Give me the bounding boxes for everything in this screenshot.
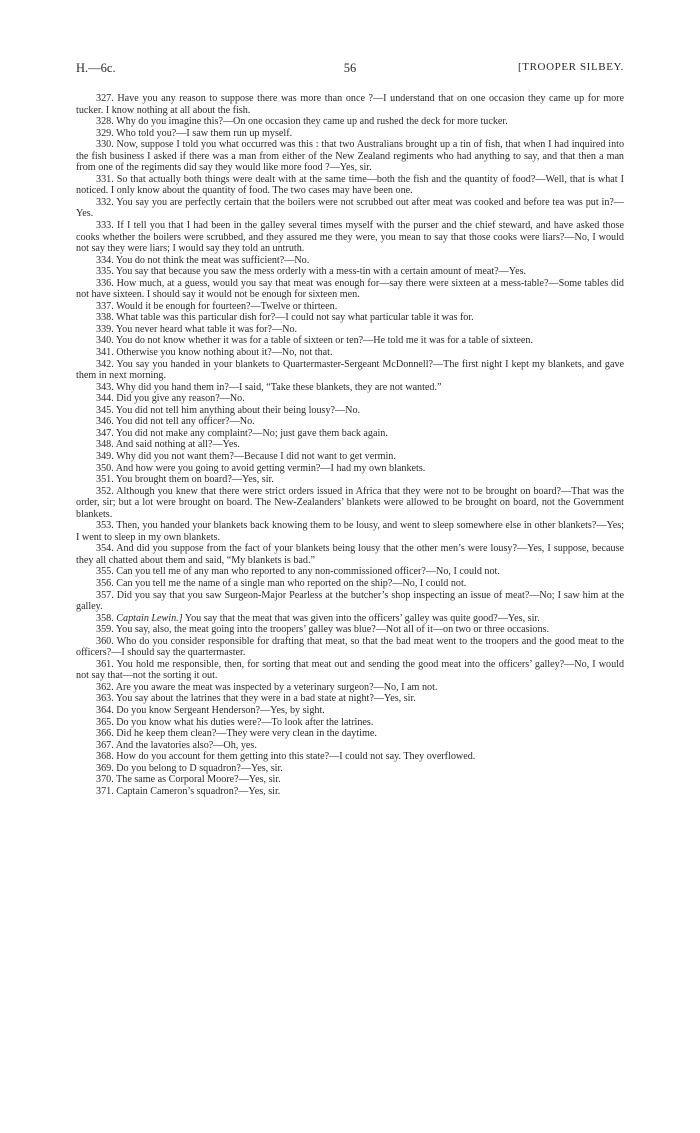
question-number: 366. — [96, 728, 114, 740]
question-number: 350. — [96, 462, 114, 474]
question-number: 331. — [96, 173, 114, 185]
question-number: 332. — [96, 196, 114, 208]
question-answer-text: You brought them on board?—Yes, sir. — [115, 474, 274, 486]
question-paragraph — [76, 278, 624, 301]
question-number: 358. — [96, 612, 114, 624]
question-number: 363. — [96, 693, 114, 705]
question-paragraph — [76, 393, 624, 405]
question-paragraph — [76, 774, 624, 786]
question-answer-text: You say that because you saw the mess orderly with a mess-tin with a certain amount of meat?—Yes. — [115, 266, 527, 278]
question-paragraph — [76, 382, 624, 394]
question-answer-text: You say you handed in your blankets to Quartermaster-Sergeant McDonnell?—The first night I kept my blankets, and gave them in next morning. — [76, 358, 625, 382]
question-number: 347. — [96, 427, 114, 439]
question-paragraph — [76, 659, 624, 682]
question-answer-text: Did he keep them clean?—They were very clean in the daytime. — [116, 728, 377, 740]
question-number: 369. — [96, 762, 114, 774]
question-answer-text: Did you give any reason?—No. — [116, 393, 245, 405]
question-answer-text: Can you tell me the name of a single man who reported on the ship?—No, I could not. — [116, 577, 467, 589]
question-answer-text: And the lavatories also?—Oh, yes. — [115, 739, 257, 751]
question-paragraph — [76, 128, 624, 140]
question-number: 353. — [96, 520, 114, 532]
question-answer-text: Now, suppose I told you what occurred was this : that two Australians brought up a tin of fish, that when I had inquired into the fish business I asked if there was a man from either of the New Zealand regiments who had anything to say, and that then a man from one of the regiments did say they would like more food ?—Yes, sir. — [76, 139, 625, 174]
question-paragraph — [76, 312, 624, 324]
question-paragraph — [76, 347, 624, 359]
question-paragraph — [76, 543, 624, 566]
question-number: 334. — [96, 254, 114, 266]
question-answer-text: And how were you going to avoid getting vermin?—I had my own blankets. — [115, 462, 426, 474]
question-number: 335. — [96, 266, 114, 278]
question-paragraph — [76, 705, 624, 717]
question-answer-text: Who told you?—I saw them run up myself. — [116, 127, 293, 139]
question-number: 354. — [96, 543, 114, 555]
question-number: 338. — [96, 312, 114, 324]
question-number: 367. — [96, 739, 114, 751]
question-number: 333. — [96, 220, 114, 232]
question-number: 343. — [96, 381, 114, 393]
question-answer-text: The same as Corporal Moore?—Yes, sir. — [116, 774, 281, 786]
question-paragraph — [76, 520, 624, 543]
question-paragraph — [76, 139, 624, 174]
question-answer-text: You did not tell any officer?—No. — [115, 416, 255, 428]
question-number: 370. — [96, 774, 114, 786]
question-number: 330. — [96, 139, 114, 151]
running-header — [76, 61, 624, 79]
question-answer-text: Who do you consider responsible for drafting that meat, so that the bad meat went to the troopers and the good meat to the officers?—I should say the quartermaster. — [76, 635, 624, 659]
question-paragraph — [76, 266, 624, 278]
question-answer-text: Do you belong to D squadron?—Yes, sir. — [116, 762, 283, 774]
question-answer-text: You say you are perfectly certain that the boilers were not scrubbed out after meat was cooked and before tea was put in?—Yes. — [76, 196, 625, 220]
question-paragraph — [76, 255, 624, 267]
question-answer-text: Why do you imagine this?—On one occasion they came up and rushed the deck for more tucker. — [116, 116, 508, 128]
question-paragraph — [76, 324, 624, 336]
question-paragraph — [76, 174, 624, 197]
question-paragraph — [76, 439, 624, 451]
question-number: 359. — [96, 624, 114, 636]
question-paragraph — [76, 451, 624, 463]
question-paragraph — [76, 740, 624, 752]
question-answer-text: What table was this particular dish for?—I could not say what particular table it was for. — [116, 312, 474, 324]
question-answer-text: You did not tell him anything about their being lousy?—No. — [115, 404, 361, 416]
question-answer-text: You hold me responsible, then, for sorting that meat out and sending the good meat into the officers’ galley?—No, I would not say that—not the sorting it out. — [76, 658, 625, 682]
question-answer-text: Although you knew that there were strict orders issued in Africa that they were not to be brought on board?—That was the order, sir; but a lot were brought on board. The New-Zealanders’ blankets were allowed to be brought on board, not the Government blankets. — [76, 485, 624, 520]
question-paragraph — [76, 463, 624, 475]
question-number: 346. — [96, 416, 114, 428]
question-number: 340. — [96, 335, 114, 347]
question-number: 329. — [96, 127, 114, 139]
question-answer-text: Do you know what his duties were?—To look after the latrines. — [116, 716, 374, 728]
examiner-name: Captain Lewin.] — [116, 612, 183, 624]
question-number: 355. — [96, 566, 114, 578]
question-paragraph — [76, 301, 624, 313]
question-answer-text: Captain Cameron’s squadron?—Yes, sir. — [116, 785, 281, 797]
question-number: 352. — [96, 485, 114, 497]
question-answer-text: Why did you hand them in?—I said, “Take these blankets, they are not wanted.” — [116, 381, 442, 393]
question-answer-text: Have you any reason to suppose there was more than once ?—I understand that on one occasion they came up for more tucker. I know nothing at all about the fish. — [76, 93, 625, 116]
question-number: 348. — [96, 439, 114, 451]
question-answer-text: You do not know whether it was for a table of sixteen or ten?—He told me it was for a table of sixteen. — [115, 335, 533, 347]
question-number: 364. — [96, 704, 114, 716]
witness-name: [TROOPER SILBEY. — [518, 61, 624, 73]
testimony-body — [76, 93, 624, 797]
question-answer-text: Are you aware the meat was inspected by a veterinary surgeon?—No, I am not. — [115, 681, 438, 693]
question-number: 365. — [96, 716, 114, 728]
question-answer-text: How much, at a guess, would you say that meat was enough for—say there were sixteen at a mess-table?—Some tables did not have sixteen. I should say it would not be enough for sixteen men. — [76, 277, 624, 301]
question-paragraph — [76, 613, 624, 625]
question-paragraph — [76, 116, 624, 128]
question-paragraph — [76, 405, 624, 417]
question-paragraph — [76, 728, 624, 740]
document-reference: H.—6c. — [76, 61, 116, 75]
question-number: 341. — [96, 347, 114, 359]
question-answer-text: You say that the meat that was given into the officers’ galley was quite good?—Yes, sir. — [184, 612, 540, 624]
question-number: 327. — [96, 93, 114, 104]
question-paragraph — [76, 693, 624, 705]
question-number: 371. — [96, 785, 114, 797]
question-answer-text: You never heard what table it was for?—No. — [115, 323, 298, 335]
question-number: 356. — [96, 577, 114, 589]
question-answer-text: Otherwise you know nothing about it?—No, not that. — [116, 347, 333, 359]
question-paragraph — [76, 474, 624, 486]
question-number: 336. — [96, 277, 114, 289]
question-answer-text: You say about the latrines that they were in a bad state at night?—Yes, sir. — [115, 693, 416, 705]
question-paragraph — [76, 486, 624, 521]
question-number: 368. — [96, 751, 114, 763]
question-answer-text: And said nothing at all?—Yes. — [115, 439, 240, 451]
question-paragraph — [76, 335, 624, 347]
question-number: 344. — [96, 393, 114, 405]
question-answer-text: You did not make any complaint?—No; just gave them back again. — [115, 427, 388, 439]
question-number: 328. — [96, 116, 114, 128]
page-number: 56 — [343, 61, 357, 75]
question-number: 349. — [96, 450, 114, 462]
question-answer-text: And did you suppose from the fact of your blankets being lousy that the other men’s were lousy?—Yes, I suppose, because they all chatted about them and said, “My blankets is bad.” — [76, 543, 624, 566]
question-paragraph — [76, 93, 624, 116]
question-answer-text: Why did you not want them?—Because I did not want to get vermin. — [116, 450, 396, 462]
question-answer-text: You say, also, the meat going into the troopers’ galley was blue?—Not all of it—on two or three occasions. — [115, 624, 550, 636]
question-answer-text: You do not think the meat was sufficient?—No. — [115, 254, 310, 266]
question-paragraph — [76, 636, 624, 659]
question-paragraph — [76, 197, 624, 220]
question-paragraph — [76, 428, 624, 440]
question-number: 351. — [96, 474, 114, 486]
question-number: 361. — [96, 658, 114, 670]
question-paragraph — [76, 220, 624, 255]
question-number: 357. — [96, 589, 114, 601]
question-paragraph — [76, 682, 624, 694]
question-number: 345. — [96, 404, 114, 416]
question-number: 362. — [96, 681, 114, 693]
question-answer-text: If I tell you that I had been in the galley several times myself with the purser and the chief steward, and have asked those cooks whether the boilers were scrubbed, and they assured me they were, you mean to say that those cooks were liars?—No, I would not say they were liars; I would say they told an untruth. — [76, 220, 624, 255]
question-paragraph — [76, 578, 624, 590]
question-answer-text: Would it be enough for fourteen?—Twelve or thirteen. — [116, 300, 338, 312]
question-number: 360. — [96, 635, 114, 647]
question-number: 339. — [96, 323, 114, 335]
question-answer-text: So that actually both things were dealt with at the same time—both the fish and the quantity of food?—Well, that is what I noticed. I only know about the quantity of food. The two cases may have been one. — [76, 173, 624, 197]
question-answer-text: How do you account for them getting into this state?—I could not say. They overflowed. — [116, 751, 476, 763]
question-answer-text: Did you say that you saw Surgeon-Major Pearless at the butcher’s shop inspecting an issue of meat?—No; I saw him at the galley. — [76, 589, 624, 613]
question-paragraph — [76, 751, 624, 763]
question-paragraph — [76, 717, 624, 729]
question-answer-text: Do you know Sergeant Henderson?—Yes, by sight. — [116, 704, 325, 716]
question-answer-text: Then, you handed your blankets back knowing them to be lousy, and went to sleep somewhere else in other blankets?—Yes; I went to sleep in my own blankets. — [76, 520, 625, 543]
question-paragraph — [76, 416, 624, 428]
question-number: 337. — [96, 300, 114, 312]
question-paragraph — [76, 624, 624, 636]
question-paragraph — [76, 566, 624, 578]
question-paragraph — [76, 763, 624, 775]
question-number: 342. — [96, 358, 114, 370]
question-paragraph — [76, 359, 624, 382]
question-paragraph — [76, 786, 624, 798]
question-paragraph — [76, 590, 624, 613]
question-answer-text: Can you tell me of any man who reported to any non-commissioned officer?—No, I could not. — [116, 566, 500, 578]
